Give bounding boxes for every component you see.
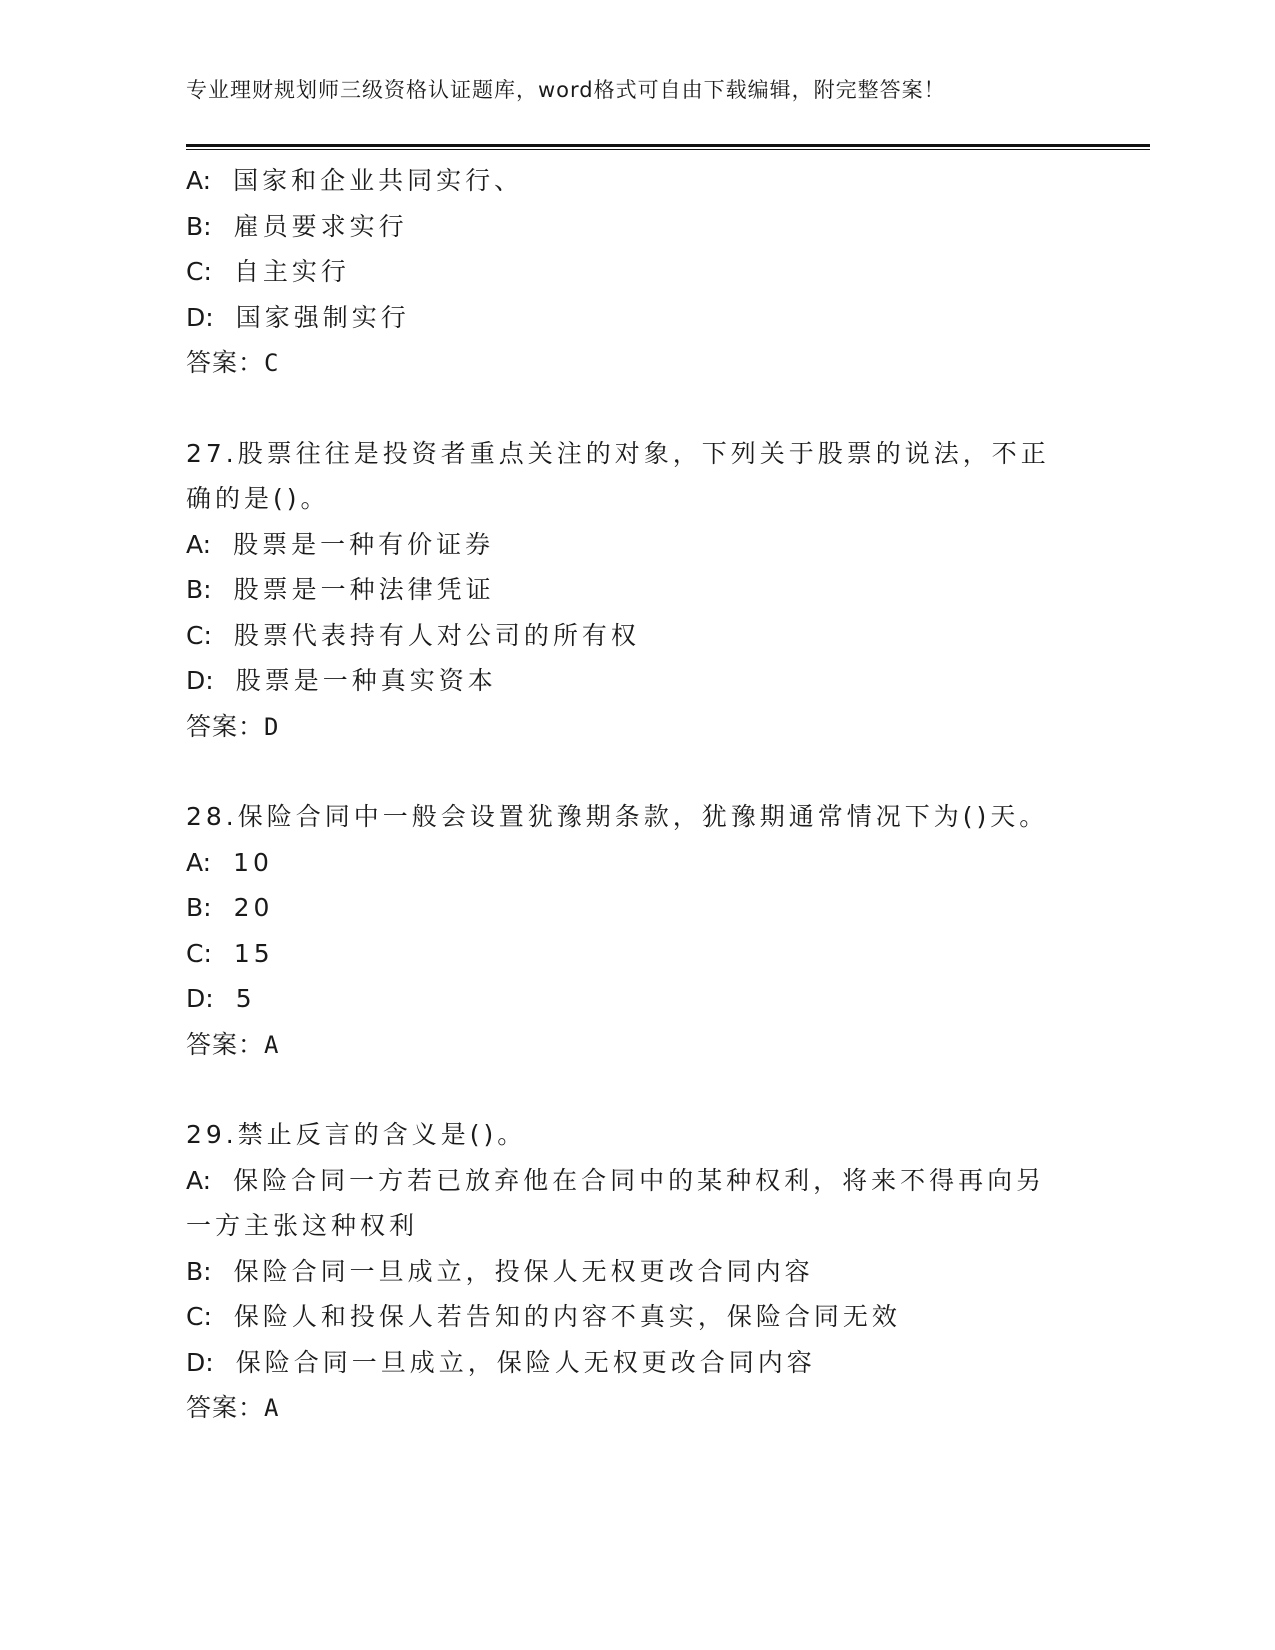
answer-line: [186, 1385, 1066, 1431]
option-text: 20: [233, 893, 274, 922]
question-block: [186, 158, 1066, 386]
option-text: 股票代表持有人对公司的所有权: [233, 620, 640, 650]
question-block: [186, 431, 1066, 750]
option-text: 15: [233, 938, 274, 968]
answer-value: A: [264, 1030, 280, 1059]
option-d: D: 保险合同一旦成立，保险人无权更改合同内容: [186, 1347, 816, 1377]
option-d: D: 国家强制实行: [186, 302, 410, 332]
option-text: 保险合同一旦成立，保险人无权更改合同内容: [235, 1347, 816, 1377]
option-a: A: 国家和企业共同实行、: [186, 166, 524, 195]
option-text: 国家强制实行: [235, 302, 410, 332]
answer-label: 答案：: [186, 1029, 265, 1059]
option-text: 保险人和投保人若告知的内容不真实，保险合同无效: [233, 1302, 901, 1331]
option-a: A: 股票是一种有价证券: [186, 529, 495, 559]
answer-value: A: [264, 1394, 280, 1422]
question-stem: 29.禁止反言的含义是()。: [186, 1120, 527, 1149]
option-text: 5: [235, 984, 256, 1013]
option-text: 股票是一种法律凭证: [233, 575, 495, 604]
answer-label: 答案：: [186, 1393, 265, 1422]
question-stem: 27.股票往往是投资者重点关注的对象，下列关于股票的说法，不正确的是()。: [186, 438, 1050, 513]
option-a: A: 10: [186, 847, 273, 877]
option-b: B: 20: [186, 893, 274, 922]
answer-line: [186, 704, 1066, 750]
header-rule-thin: [186, 149, 1150, 150]
option-text: 国家和企业共同实行、: [233, 166, 524, 195]
answer-line: [186, 1022, 1066, 1068]
question-stem: 28.保险合同中一般会设置犹豫期条款，犹豫期通常情况下为()天。: [186, 802, 1049, 831]
option-text: 10: [233, 847, 273, 877]
option-d: D: 股票是一种真实资本: [186, 666, 497, 695]
option-text: 保险合同一方若已放弃他在合同中的某种权利，将来不得再向另一方主张这种权利: [186, 1165, 1046, 1240]
option-text: 股票是一种真实资本: [235, 666, 497, 695]
header-rule-thick: [186, 144, 1150, 147]
option-b: B: 保险合同一旦成立，投保人无权更改合同内容: [186, 1256, 814, 1286]
question-block: [186, 1112, 1066, 1431]
option-a: A: 保险合同一方若已放弃他在合同中的某种权利，将来不得再向另一方主张这种权利: [186, 1165, 1046, 1240]
question-block: [186, 794, 1066, 1067]
answer-line: [186, 340, 1066, 386]
option-b: B: 雇员要求实行: [186, 211, 408, 241]
answer-value: D: [264, 712, 280, 741]
option-c: C: 15: [186, 938, 274, 968]
page-header: 专业理财规划师三级资格认证题库，word格式可自由下载编辑，附完整答案！: [186, 78, 946, 102]
answer-label: 答案：: [186, 348, 265, 377]
option-text: 自主实行: [233, 257, 350, 286]
option-text: 雇员要求实行: [233, 211, 408, 241]
option-c: C: 保险人和投保人若告知的内容不真实，保险合同无效: [186, 1302, 901, 1331]
option-text: 股票是一种有价证券: [233, 529, 495, 559]
option-b: B: 股票是一种法律凭证: [186, 575, 495, 604]
answer-value: C: [264, 349, 280, 377]
option-c: C: 自主实行: [186, 257, 350, 286]
option-c: C: 股票代表持有人对公司的所有权: [186, 620, 640, 650]
option-text: 保险合同一旦成立，投保人无权更改合同内容: [233, 1256, 814, 1286]
option-d: D: 5: [186, 984, 256, 1013]
question-list: [186, 158, 1066, 1431]
answer-label: 答案：: [186, 711, 265, 741]
